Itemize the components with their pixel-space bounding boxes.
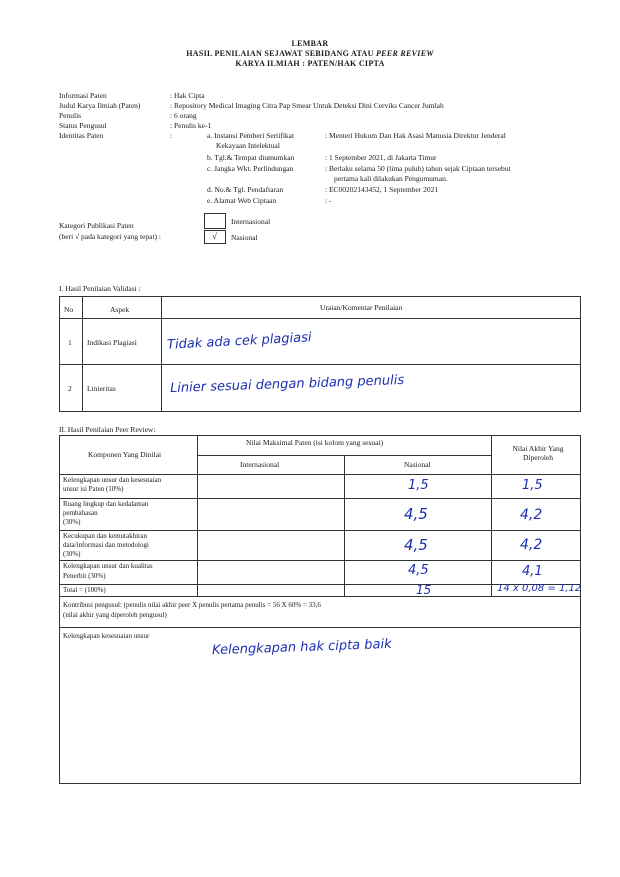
option-internasional-label: Internasional bbox=[231, 217, 271, 226]
identity-label: b. Tgl.& Tempat diumumkan bbox=[207, 153, 295, 162]
checkbox-nasional[interactable] bbox=[204, 230, 226, 244]
title-italic: PEER REVIEW bbox=[375, 49, 434, 58]
total-akhir: 14 x 0,08 = 1,12 bbox=[497, 583, 582, 594]
nilai-akhir: 4,1 bbox=[522, 564, 543, 579]
komponen-text: Penerbit (30%) bbox=[63, 572, 106, 580]
info-label: Status Pengusul bbox=[59, 121, 107, 130]
title-prefix: HASIL PENILAIAN SEJAWAT SEBIDANG ATAU bbox=[186, 49, 376, 58]
total-label: Total = (100%) bbox=[63, 586, 106, 594]
info-label: Identitas Paten bbox=[59, 131, 104, 140]
nilai-nasional: 4,5 bbox=[404, 505, 428, 523]
check-mark: √ bbox=[212, 231, 217, 241]
doc-title-line3: KARYA ILMIAH : PATEN/HAK CIPTA bbox=[235, 59, 385, 68]
row-aspek: Indikasi Plagiasi bbox=[87, 338, 137, 347]
identity-value: : Menteri Hukum Dan Hak Asasi Manusia Direktur Jenderal bbox=[325, 131, 506, 140]
doc-title-line1: LEMBAR bbox=[291, 39, 329, 48]
komponen-text: Ruang lingkup dan kedalaman bbox=[63, 500, 149, 508]
nilai-nasional: 4,5 bbox=[408, 563, 429, 578]
total-nasional: 15 bbox=[416, 583, 432, 597]
validation-table bbox=[59, 296, 581, 412]
nilai-akhir: 4,2 bbox=[520, 507, 543, 523]
doc-title-line2 bbox=[0, 49, 620, 58]
komentar-label: Kelengkapan kesesuaian unsur bbox=[63, 632, 150, 640]
identity-label: a. Instansi Pemberi Sertifikat bbox=[207, 131, 295, 140]
komponen-text: (30%) bbox=[63, 550, 81, 558]
info-label: Penulis bbox=[59, 111, 82, 120]
info-value: : Hak Cipta bbox=[170, 91, 205, 100]
info-value: : Repository Medical Imaging Citra Pap Smear Untuk Deteksi Dini Cerviks Cancer Jumlah bbox=[170, 101, 444, 110]
nilai-nasional: 4,5 bbox=[404, 536, 428, 554]
nilai-nasional: 1,5 bbox=[408, 478, 429, 493]
peer-review-table bbox=[59, 435, 581, 784]
category-hint: (beri √ pada kategori yang tepat) : bbox=[59, 232, 161, 241]
option-nasional-label: Nasional bbox=[231, 233, 258, 242]
komentar-text: Kelengkapan hak cipta baik bbox=[211, 636, 392, 659]
nilai-akhir: 1,5 bbox=[522, 478, 543, 493]
category-label: Kategori Publikasi Paten bbox=[59, 221, 134, 230]
kontribusi-text: Kontribusi pengusul: (penulis nilai akhir peer X penulis pertama penulis = 56 X 60% = 33,6 bbox=[63, 601, 321, 609]
identity-value: : Berlaku selama 50 (lima puluh) tahun sejak Ciptaan tersebut bbox=[325, 164, 511, 173]
identity-label: d. No.& Tgl. Pendaftaran bbox=[207, 185, 284, 194]
info-label: Informasi Paten bbox=[59, 91, 107, 100]
identity-value: : EC00202143452, 1 September 2021 bbox=[325, 185, 439, 194]
row-no: 2 bbox=[68, 384, 72, 393]
section1-title: I. Hasil Penilaian Validasi : bbox=[59, 284, 141, 293]
info-value: : bbox=[170, 131, 173, 140]
col-komponen-header: Komponen Yang Dinilai bbox=[88, 450, 162, 459]
info-value: : 6 orang bbox=[170, 111, 197, 120]
komponen-text: pembahasan bbox=[63, 509, 98, 517]
komponen-text: Kelengkapan unsur dan kualitas bbox=[63, 562, 153, 570]
section2-title: II. Hasil Penilaian Peer Review: bbox=[59, 425, 156, 434]
komponen-text: data/informasi dan metodologi bbox=[63, 541, 149, 549]
col-akhir-header: Nilai Akhir Yang Diperoleh bbox=[512, 444, 564, 462]
info-label: Judul Karya Ilmiah (Paten) bbox=[59, 101, 141, 110]
komponen-text: (30%) bbox=[63, 518, 81, 526]
checkbox-internasional[interactable] bbox=[204, 213, 226, 229]
comment-linieritas: Linier sesuai dengan bidang penulis bbox=[169, 372, 405, 397]
identity-label: e. Alamat Web Ciptaan bbox=[207, 196, 277, 205]
identity-value: pertama kali dilakukan Pengumuman. bbox=[334, 174, 448, 183]
row-aspek: Linieritas bbox=[87, 384, 116, 393]
identity-label: c. Jangka Wkt. Perlindungan bbox=[207, 164, 294, 173]
col-nasional-header: Nasional bbox=[404, 460, 431, 469]
identity-value: : - bbox=[325, 196, 332, 205]
nilai-akhir: 4,2 bbox=[520, 537, 543, 553]
info-value: : Penulis ke-1 bbox=[170, 121, 212, 130]
komponen-text: unsur isi Paten (10%) bbox=[63, 485, 124, 493]
col-uraian-header: Uraian/Komentar Penilaian bbox=[320, 303, 403, 312]
komponen-text: Kelengkapan unsur dan kesesuaian bbox=[63, 476, 162, 484]
comment-plagiasi: Tidak ada cek plagiasi bbox=[166, 330, 312, 353]
identity-label: Kekayaan Intelektual bbox=[216, 141, 280, 150]
kontribusi-note: (nilai akhir yang diperoleh pengusul) bbox=[63, 611, 167, 619]
col-aspek-header: Aspek bbox=[110, 305, 130, 314]
col-no-header: No bbox=[64, 305, 74, 314]
identity-value: : 1 September 2021, di Jakarta Timur bbox=[325, 153, 437, 162]
col-internasional-header: Internasional bbox=[240, 460, 280, 469]
row-no: 1 bbox=[68, 338, 72, 347]
komponen-text: Kecukupan dan kemutakhiran bbox=[63, 532, 147, 540]
col-nilai-header: Nilai Maksimal Paten (isi kolom yang sesuai) bbox=[246, 438, 384, 447]
